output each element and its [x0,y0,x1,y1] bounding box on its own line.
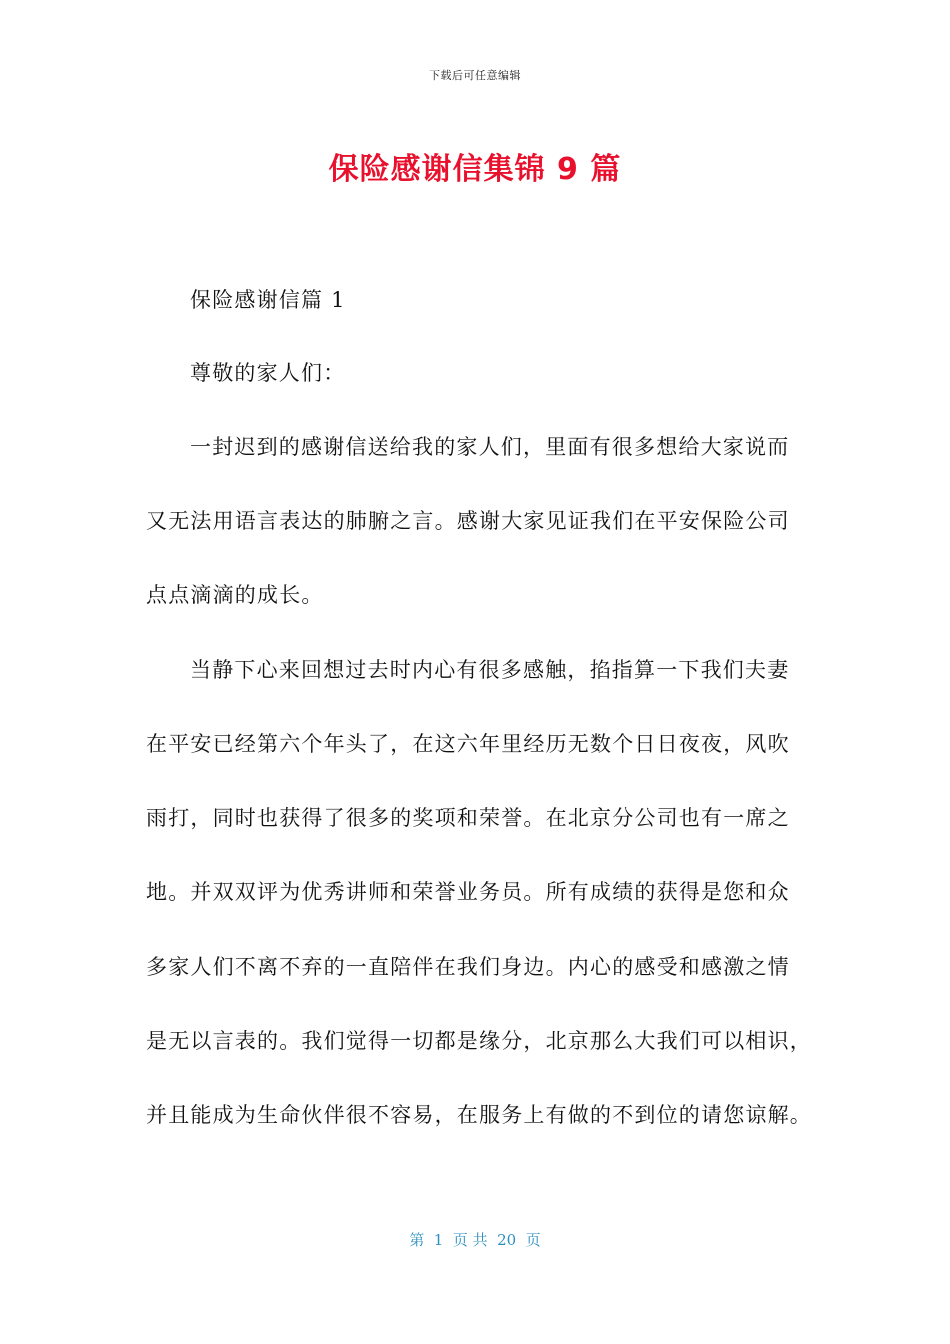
paragraph-line: 是无以言表的。我们觉得一切都是缘分，北京那么大我们可以相识， [146,1029,812,1053]
paragraph-line: 多家人们不离不弃的一直陪伴在我们身边。内心的感受和感激之情 [146,955,790,979]
paragraph-line: 又无法用语言表达的肺腑之言。感谢大家见证我们在平安保险公司 [146,509,790,533]
paragraph-line: 地。并双双评为优秀讲师和荣誉业务员。所有成绩的获得是您和众 [146,880,790,904]
document-title: 保险感谢信集锦 9 篇 [328,152,622,187]
page-number-footer: 第 1 页 共 20 页 [409,1231,541,1249]
paragraph-line: 并且能成为生命伙伴很不容易，在服务上有做的不到位的请您谅解。 [146,1103,812,1127]
paragraph-line: 点点滴滴的成长。 [146,583,324,607]
paragraph-line: 在平安已经第六个年头了，在这六年里经历无数个日日夜夜，风吹 [146,732,790,756]
header-note: 下载后可任意编辑 [429,69,521,82]
section-heading: 保险感谢信篇 1 [190,288,346,312]
paragraph-line: 当静下心来回想过去时内心有很多感触，掐指算一下我们夫妻 [190,658,790,682]
paragraph-line: 一封迟到的感谢信送给我的家人们，里面有很多想给大家说而 [190,435,790,459]
salutation: 尊敬的家人们： [190,361,346,385]
paragraph-line: 雨打，同时也获得了很多的奖项和荣誉。在北京分公司也有一席之 [146,806,790,830]
